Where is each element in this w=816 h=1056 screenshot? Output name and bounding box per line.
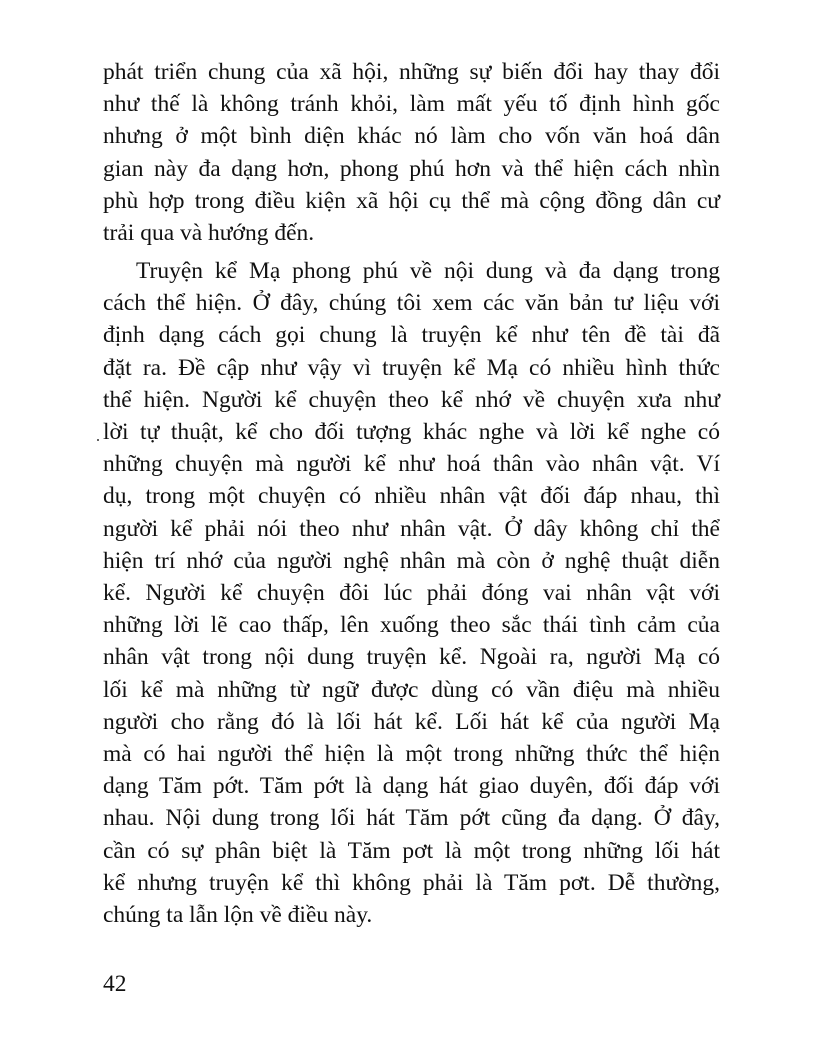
text-line: Truyện kể Mạ phong phú về nội dung và đa dạng trong [136,258,720,284]
text-line: nhân vật trong nội dung truyện kể. Ngoài ra, người Mạ có [103,644,720,671]
text-line: lối kể mà những từ ngữ được dùng có vần điệu mà nhiều [103,676,720,703]
text-line: phù hợp trong điều kiện xã hội cụ thể mà cộng đồng dân cư [103,187,720,214]
text-line: hiện trí nhớ của người nghệ nhân mà còn ở nghệ thuật diễn [103,547,720,574]
text-line: nhau. Nội dung trong lối hát Tăm pớt cũng đa dạng. Ở đây, [103,805,720,832]
text-line: những chuyện mà người kể như hoá thân vào nhân vật. Ví [103,451,720,478]
text-line: đặt ra. Đề cập như vậy vì truyện kể Mạ có nhiều hình thức [103,354,720,381]
paragraph-truyen-ke-ma [103,255,720,931]
text-line: người kể phải nói theo như nhân vật. Ở dây không chỉ thể [103,515,720,542]
text-line: những lời lẽ cao thấp, lên xuống theo sắc thái tình cảm của [103,612,720,639]
text-line: định dạng cách gọi chung là truyện kể như tên đề tài đã [103,322,720,349]
text-line: như thế là không tránh khỏi, làm mất yếu tố định hình gốc [103,91,720,118]
text-line: trải qua và hướng đến. [103,220,315,247]
scan-speck [97,439,99,441]
text-line: lời tự thuật, kể cho đối tượng khác nghe và lời kể nghe có [103,419,720,446]
text-line: chúng ta lẫn lộn về điều này. [103,902,373,929]
text-line: thể hiện. Người kể chuyện theo kể nhớ về chuyện xưa như [103,386,720,413]
text-line: dụ, trong một chuyện có nhiều nhân vật đối đáp nhau, thì [103,483,720,510]
paragraph-continuation [103,56,720,249]
text-line: mà có hai người thể hiện là một trong những thức thể hiện [103,741,720,768]
text-line: kể. Người kể chuyện đôi lúc phải đóng vai nhân vật với [103,580,720,607]
text-line: gian này đa dạng hơn, phong phú hơn và thể hiện cách nhìn [103,155,720,182]
text-line: người cho rằng đó là lối hát kể. Lối hát kể của người Mạ [103,708,720,735]
text-line: cách thể hiện. Ở đây, chúng tôi xem các văn bản tư liệu với [103,290,720,317]
text-line: phát triển chung của xã hội, những sự biến đổi hay thay đổi [103,59,720,85]
page-number: 42 [103,971,127,997]
text-line: cần có sự phân biệt là Tăm pơt là một trong những lối hát [103,837,720,864]
text-line: dạng Tăm pớt. Tăm pớt là dạng hát giao duyên, đối đáp với [103,773,720,800]
text-line: kể nhưng truyện kể thì không phải là Tăm pơt. Dễ thường, [103,869,720,896]
text-line: nhưng ở một bình diện khác nó làm cho vốn văn hoá dân [103,123,720,150]
